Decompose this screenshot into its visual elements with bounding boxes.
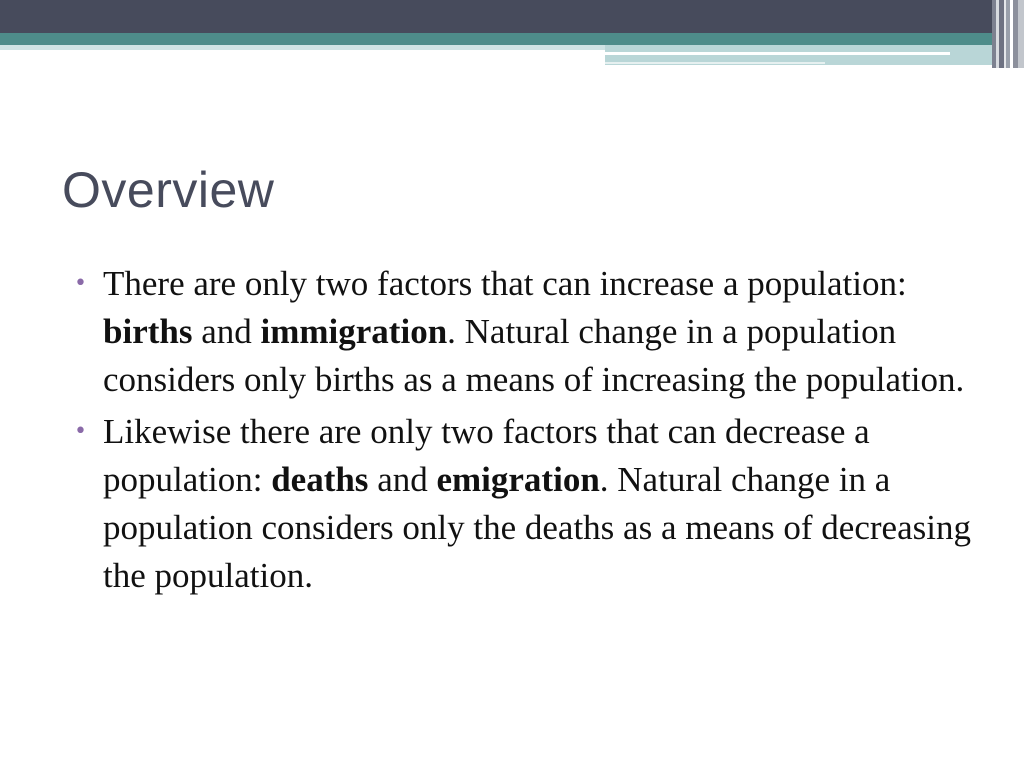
bold-term: emigration — [436, 460, 600, 499]
text-run: . Natural change in a population considers only the deaths as a means of decreasing the population. — [103, 460, 971, 595]
bullet-text — [103, 264, 964, 399]
text-run: There are only two factors that can increase a population: — [103, 264, 907, 303]
header-stripes — [992, 0, 1024, 68]
text-run: and — [192, 312, 261, 351]
header-accent-line — [605, 52, 950, 55]
header-dark-band — [0, 0, 1024, 33]
text-run: Likewise there are only two factors that can decrease a population: — [103, 412, 870, 499]
bold-term: deaths — [271, 460, 369, 499]
bullet-text — [103, 412, 971, 595]
bullet-item — [74, 408, 974, 600]
text-run: . Natural change in a population considers only births as a means of increasing the population. — [103, 312, 965, 399]
bullet-list — [74, 260, 974, 604]
bold-term: births — [103, 312, 193, 351]
header-accent-line — [605, 62, 825, 64]
bullet-icon: • — [74, 271, 87, 296]
slide-title: Overview — [62, 162, 275, 218]
text-run: and — [368, 460, 437, 499]
bullet-item — [74, 260, 974, 404]
bullet-icon: • — [74, 419, 87, 444]
header-teal-band — [0, 33, 1024, 45]
header-light-band — [0, 45, 605, 50]
bold-term: immigration — [260, 312, 448, 351]
